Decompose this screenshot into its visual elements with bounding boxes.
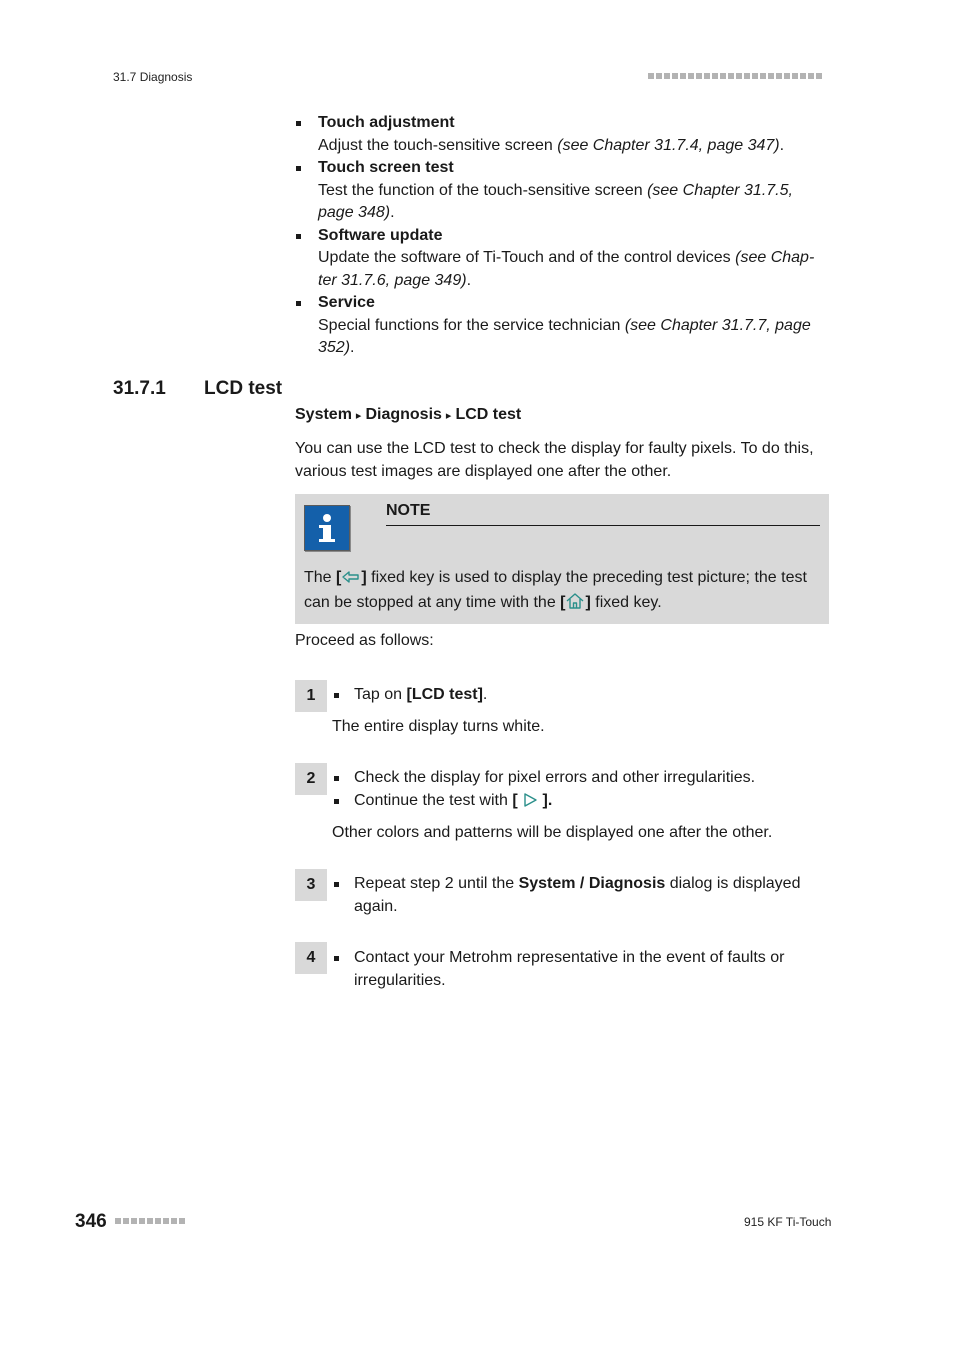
section-number: 31.7.1 <box>113 378 166 399</box>
option-software-update <box>295 225 830 293</box>
step-bullet: Contact your Metrohm representative in the event of faults or irregularities. <box>332 947 830 992</box>
bullet-square <box>296 301 301 306</box>
play-icon <box>522 792 538 808</box>
back-arrow-icon <box>341 569 361 585</box>
path-item-lcd-test: LCD test <box>455 406 522 423</box>
menu-path <box>295 406 521 424</box>
cross-reference-link[interactable]: (see Chap-ter 31.7.6, page 349) <box>318 249 815 289</box>
option-description: Test the function of the touch-sensitive screen (see Chapter 31.7.5, page 348). <box>318 181 793 221</box>
info-icon <box>304 505 350 551</box>
step-bullet: Continue the test with [ ]. <box>332 790 830 813</box>
option-service <box>295 292 830 360</box>
note-title: NOTE <box>386 502 431 519</box>
header-decoration-dots <box>648 73 822 79</box>
step-1-instructions <box>332 684 830 707</box>
cross-reference-link[interactable]: (see Chapter 31.7.4, page 347) <box>557 136 780 154</box>
cross-reference-link[interactable]: (see Chapter 31.7.7, page 352) <box>318 316 811 356</box>
lcd-test-button-ref: [LCD test] <box>406 686 483 703</box>
step-bullet: Tap on [LCD test]. <box>332 684 830 707</box>
step-number-1: 1 <box>295 680 327 712</box>
step-2-result: Other colors and patterns will be displayed one after the other. <box>332 824 773 841</box>
page-number: 346 <box>75 1211 107 1232</box>
bullet-square <box>334 693 339 698</box>
path-separator-icon: ▸ <box>355 410 362 422</box>
step-4-instructions <box>332 947 830 992</box>
note-box <box>295 494 829 624</box>
step-bullet: Check the display for pixel errors and other irregularities. <box>332 767 830 790</box>
step-number-2: 2 <box>295 763 327 795</box>
note-text: The [ ] fixed key is used to display the preceding test picture; the test can be stopped at any time with the [ ] fixed key. <box>304 569 807 611</box>
step-bullet: Repeat step 2 until the System / Diagnosis dialog is displayed again. <box>332 873 830 918</box>
diagnosis-options-list <box>295 112 830 360</box>
option-touch-adjustment <box>295 112 830 157</box>
path-separator-icon: ▸ <box>445 410 452 422</box>
section-intro: You can use the LCD test to check the display for faulty pixels. To do this, various test images are displayed one after the other. <box>295 440 814 480</box>
bullet-square <box>296 121 301 126</box>
option-title: Touch adjustment <box>318 114 455 131</box>
option-title: Software update <box>318 226 443 244</box>
bullet-square <box>334 799 339 804</box>
bullet-square <box>296 166 301 171</box>
cross-reference-link[interactable]: (see Chapter 31.7.5, page 348) <box>318 181 793 221</box>
option-description: Adjust the touch-sensitive screen (see Chapter 31.7.4, page 347). <box>318 136 785 154</box>
bullet-square <box>334 776 339 781</box>
bullet-square <box>334 882 339 887</box>
footer-decoration-dots <box>115 1218 185 1224</box>
path-item-diagnosis: Diagnosis <box>365 406 442 423</box>
option-title: Touch screen test <box>318 159 454 176</box>
note-divider <box>386 525 820 526</box>
step-number-4: 4 <box>295 942 327 974</box>
option-title: Service <box>318 294 375 311</box>
step-1-result: The entire display turns white. <box>332 718 545 735</box>
option-description: Special functions for the service technician (see Chapter 31.7.7, page 352). <box>318 316 811 356</box>
bullet-square <box>334 956 339 961</box>
option-touch-screen-test <box>295 157 830 225</box>
step-number-3: 3 <box>295 869 327 901</box>
section-title: LCD test <box>204 378 283 399</box>
step-3-instructions <box>332 873 830 918</box>
path-item-system: System <box>295 406 352 423</box>
option-description: Update the software of Ti-Touch and of the control devices (see Chap-ter 31.7.6, page 349). <box>318 249 815 289</box>
bullet-square <box>296 234 301 239</box>
home-icon <box>565 592 585 610</box>
dialog-name-ref: System / Diagnosis <box>518 875 666 892</box>
running-header-section: 31.7 Diagnosis <box>113 70 193 84</box>
step-2-instructions <box>332 767 830 812</box>
footer-product-name: 915 KF Ti-Touch <box>744 1215 832 1229</box>
proceed-text: Proceed as follows: <box>295 632 434 649</box>
